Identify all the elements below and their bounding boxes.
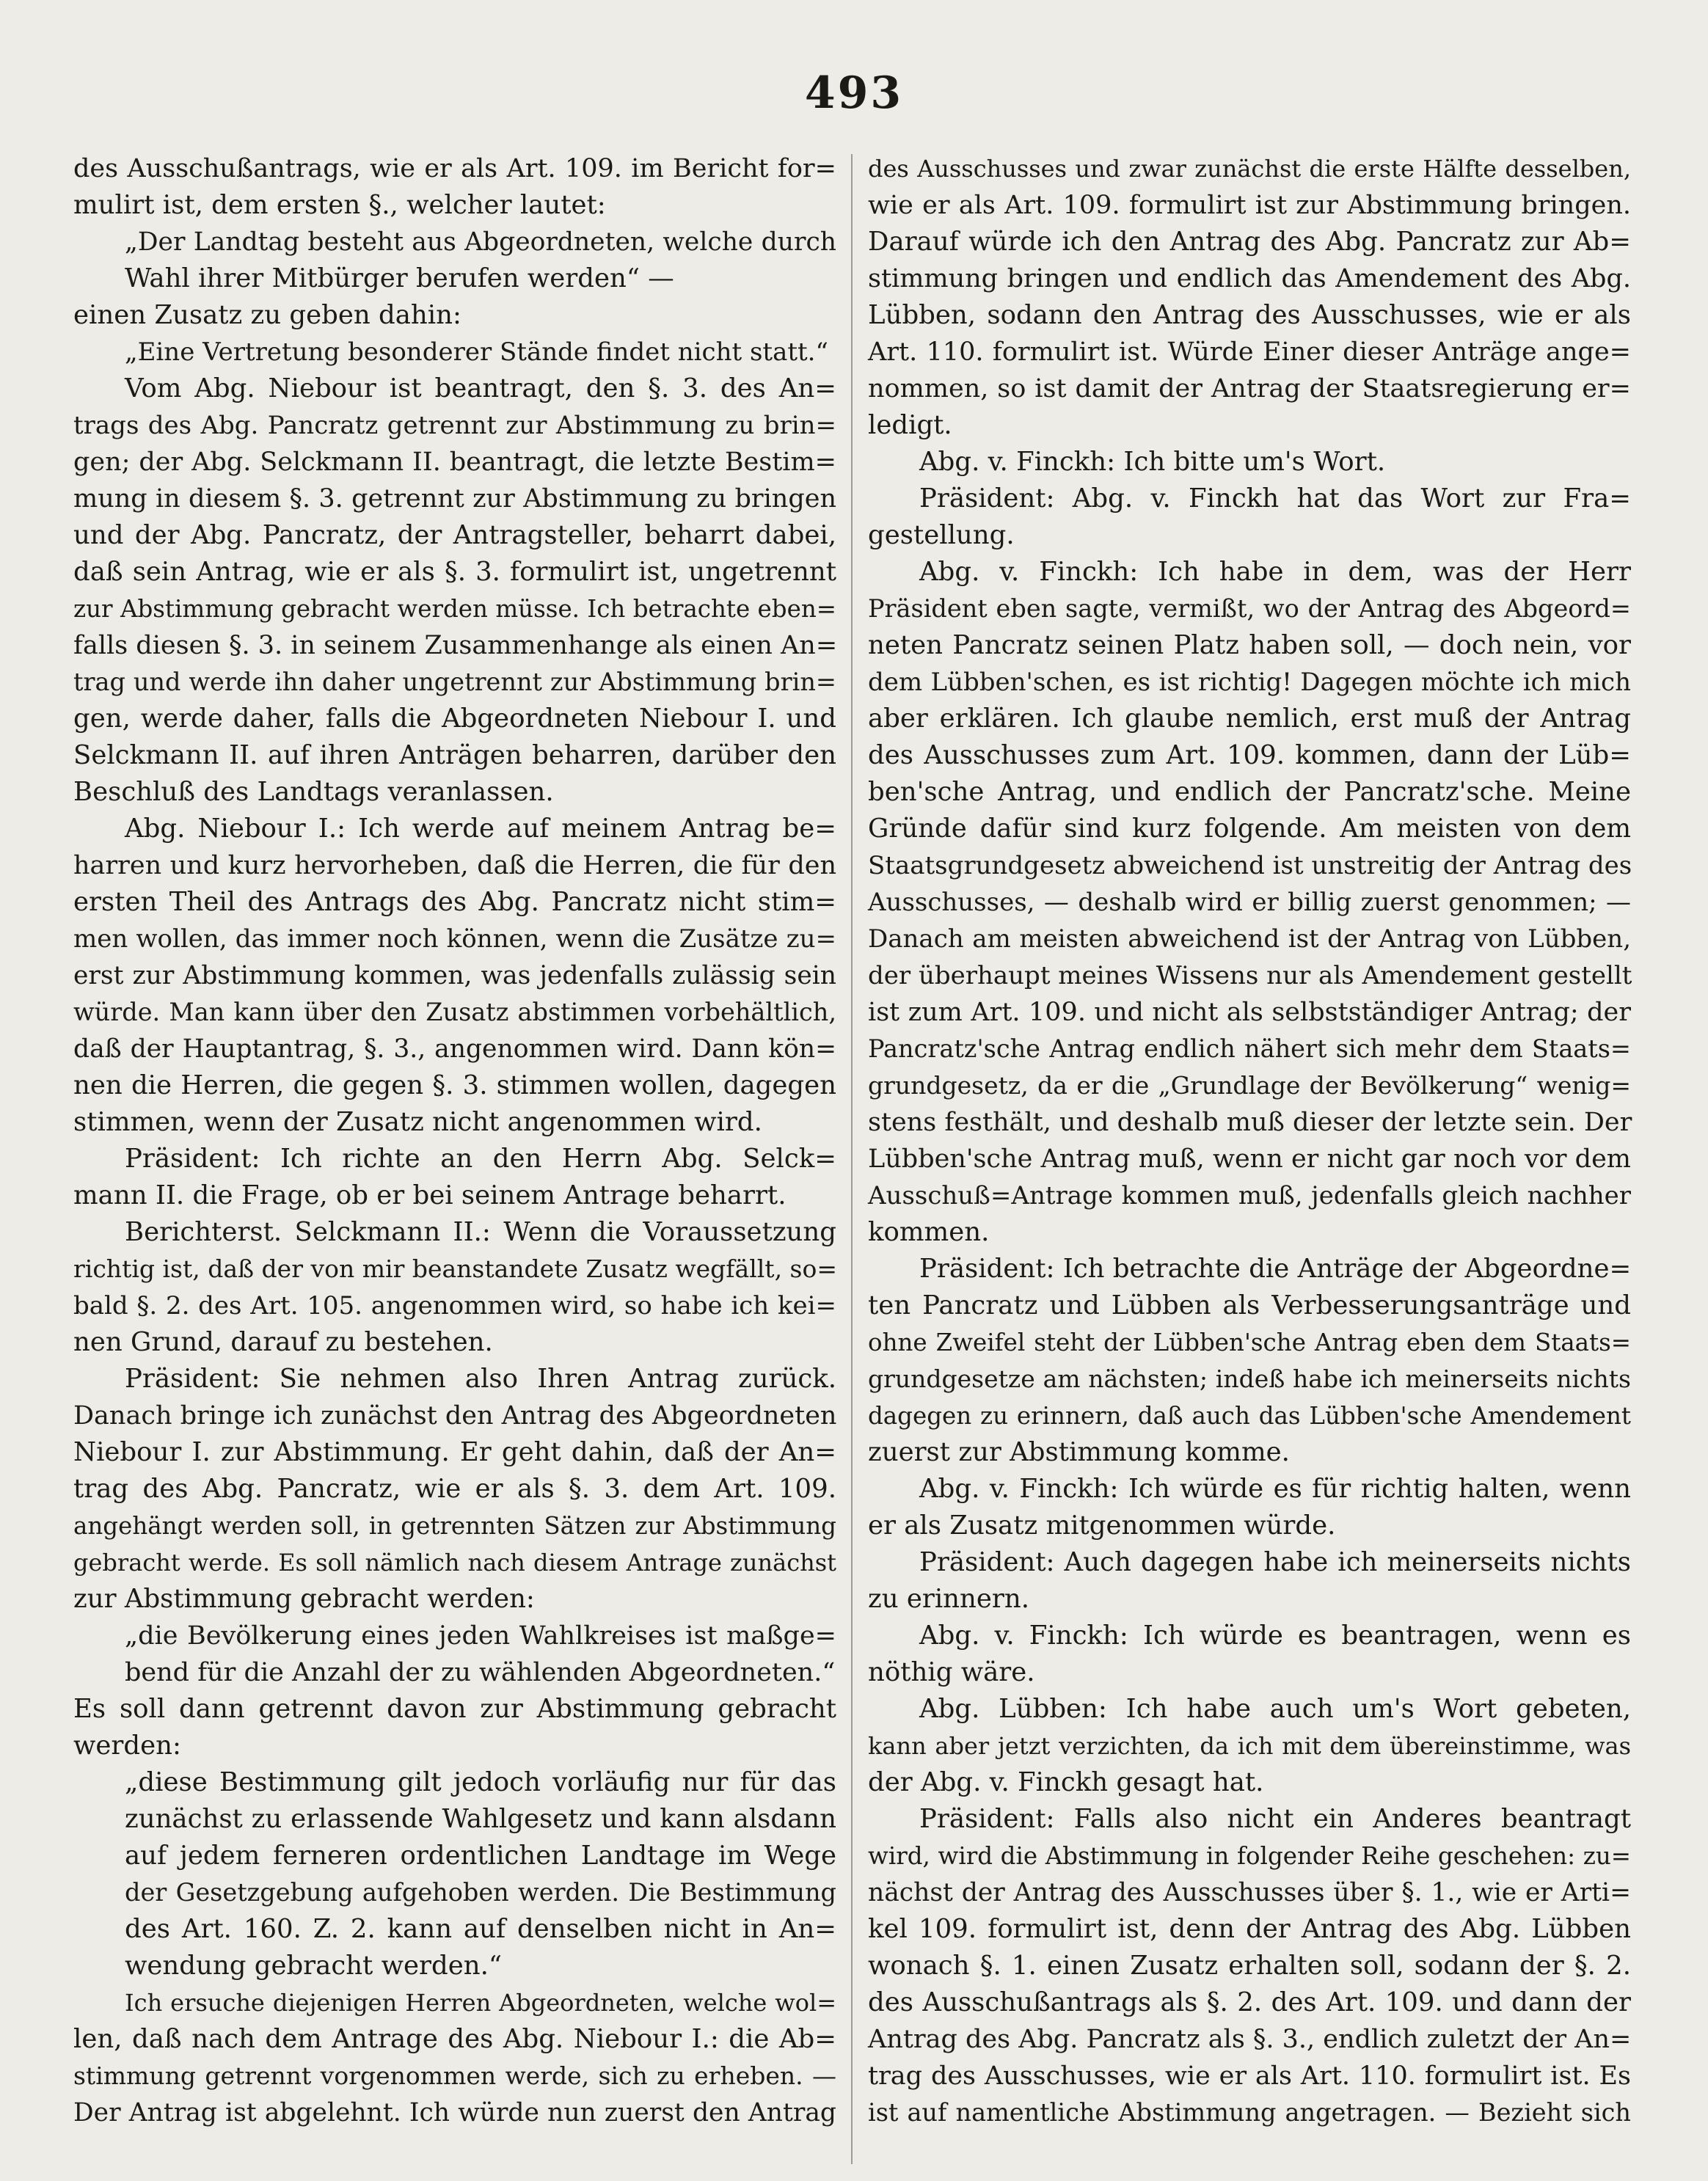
text-line: würde. Man kann über den Zusatz abstimmen vorbehältlich, — [73, 998, 836, 1026]
text-line: des Ausschußantrags, wie er als Art. 109. im Bericht for= — [73, 154, 836, 183]
text-line: trag und werde ihn daher ungetrennt zur Abstimmung brin= — [73, 668, 836, 696]
text-line: nächst der Antrag des Ausschusses über §. 1., wie er Arti= — [868, 1878, 1631, 1907]
text-line: Berichterst. Selckmann II.: Wenn die Voraussetzung — [125, 1217, 836, 1247]
text-line: gebracht werde. Es soll nämlich nach diesem Antrage zunächst — [73, 1549, 836, 1577]
text-line: neten Pancratz seinen Platz haben soll, — doch nein, vor — [868, 630, 1631, 660]
text-line: des Ausschußantrags als §. 2. des Art. 109. und dann der — [868, 1987, 1631, 2017]
text-line: Präsident: Abg. v. Finckh hat das Wort zur Fra= — [919, 483, 1631, 514]
text-line: Es soll dann getrennt davon zur Abstimmung gebracht — [73, 1694, 836, 1724]
text-line: ist zum Art. 109. und nicht als selbstständiger Antrag; der — [868, 998, 1631, 1027]
text-line: Niebour I. zur Abstimmung. Er geht dahin, daß der An= — [73, 1437, 836, 1467]
text-line: zuerst zur Abstimmung komme. — [868, 1437, 1290, 1467]
text-line: ist auf namentliche Abstimmung angetragen. — Bezieht sich — [868, 2098, 1631, 2127]
text-line: daß sein Antrag, wie er als §. 3. formulirt ist, ungetrennt — [73, 557, 836, 587]
text-line: „Eine Vertretung besonderer Stände findet nicht statt.“ — [125, 337, 828, 367]
text-line: mulirt ist, dem ersten §., welcher lautet: — [73, 190, 606, 220]
text-line: Präsident: Auch dagegen habe ich meinerseits nichts — [919, 1547, 1631, 1577]
text-line: gen; der Abg. Selckmann II. beantragt, die letzte Bestim= — [73, 447, 836, 477]
text-line: richtig ist, daß der von mir beanstandete Zusatz wegfällt, so= — [73, 1254, 837, 1283]
text-line: falls diesen §. 3. in seinem Zusammenhange als einen An= — [73, 631, 838, 660]
left-column — [73, 150, 836, 2131]
text-line: des Art. 160. Z. 2. kann auf denselben nicht in An= — [125, 1914, 836, 1944]
text-line: erst zur Abstimmung kommen, was jedenfalls zulässig sein — [73, 961, 836, 990]
text-line: ohne Zweifel steht der Lübben'sche Antrag eben dem Staats= — [868, 1329, 1631, 1356]
text-line: kann aber jetzt verzichten, da ich mit dem übereinstimme, was — [868, 1732, 1631, 1760]
text-line: trag des Ausschusses, wie er als Art. 110. formulirt ist. Es — [868, 2061, 1631, 2091]
text-line: Präsident eben sagte, vermißt, wo der Antrag des Abgeord= — [868, 594, 1631, 623]
text-line: wonach §. 1. einen Zusatz erhalten soll, sodann der §. 2. — [868, 1951, 1631, 1981]
text-line: der Abg. v. Finckh gesagt hat. — [868, 1767, 1264, 1797]
text-line: daß der Hauptantrag, §. 3., angenommen wird. Dann kön= — [73, 1034, 836, 1064]
text-line: des Ausschusses zum Art. 109. kommen, dann der Lüb= — [868, 740, 1631, 770]
text-line: wird, wird die Abstimmung in folgender Reihe geschehen: zu= — [868, 1842, 1631, 1870]
text-line: „die Bevölkerung eines jeden Wahlkreises ist maßge= — [125, 1621, 836, 1651]
text-line: gen, werde daher, falls die Abgeordneten Niebour I. und — [73, 704, 836, 734]
text-line: stens festhält, und deshalb muß dieser der letzte sein. Der — [868, 1108, 1632, 1137]
text-line: auf jedem ferneren ordentlichen Landtage im Wege — [125, 1841, 836, 1871]
text-line: mung in diesem §. 3. getrennt zur Abstimmung zu bringen — [73, 484, 836, 514]
text-line: bald §. 2. des Art. 105. angenommen wird, so habe ich kei= — [73, 1291, 836, 1320]
text-line: stimmung getrennt vorgenommen werde, sich zu erheben. — — [73, 2061, 836, 2090]
text-line: Abg. v. Finckh: Ich bitte um's Wort. — [919, 447, 1386, 477]
text-line: „Der Landtag besteht aus Abgeordneten, welche durch — [125, 227, 836, 257]
text-line: Antrag des Abg. Pancratz als §. 3., endlich zuletzt der An= — [868, 2025, 1632, 2054]
text-line: des Ausschusses und zwar zunächst die erste Hälfte desselben, — [868, 155, 1631, 183]
text-line: dem Lübben'schen, es ist richtig! Dagegen möchte ich mich — [868, 668, 1631, 697]
text-line: ben'sche Antrag, und endlich der Pancratz'sche. Meine — [868, 777, 1631, 807]
text-line: Ausschuß=Antrage kommen muß, jedenfalls gleich nachher — [868, 1181, 1631, 1210]
text-line: Vom Abg. Niebour ist beantragt, den §. 3. des An= — [125, 373, 836, 403]
text-line: zu erinnern. — [868, 1584, 1030, 1614]
text-line: Abg. Niebour I.: Ich werde auf meinem Antrag be= — [125, 814, 836, 844]
text-line: Art. 110. formulirt ist. Würde Einer dieser Anträge ange= — [868, 337, 1631, 367]
text-line: er als Zusatz mitgenommen würde. — [868, 1510, 1336, 1541]
text-line: Pancratz'sche Antrag endlich nähert sich mehr dem Staats= — [868, 1034, 1631, 1063]
text-line: Darauf würde ich den Antrag des Abg. Pancratz zur Ab= — [868, 227, 1631, 257]
text-line: Abg. Lübben: Ich habe auch um's Wort gebeten, — [919, 1694, 1631, 1724]
text-line: Lübben'sche Antrag muß, wenn er nicht gar noch vor dem — [868, 1144, 1631, 1174]
text-line: „diese Bestimmung gilt jedoch vorläufig nur für das — [125, 1767, 836, 1797]
text-line: bend für die Anzahl der zu wählenden Abgeordneten.“ — [125, 1658, 836, 1687]
text-line: nöthig wäre. — [868, 1657, 1035, 1687]
text-line: len, daß nach dem Antrage des Abg. Niebour I.: die Ab= — [73, 2024, 836, 2054]
text-line: Der Antrag ist abgelehnt. Ich würde nun zuerst den Antrag — [73, 2098, 836, 2127]
text-line: ledigt. — [868, 410, 952, 440]
text-line: Ich ersuche diejenigen Herren Abgeordneten, welche wol= — [125, 1989, 836, 2017]
text-line: Danach am meisten abweichend ist der Antrag von Lübben, — [868, 924, 1631, 954]
text-line: zur Abstimmung gebracht werden: — [73, 1584, 535, 1614]
text-line: Präsident: Sie nehmen also Ihren Antrag zurück. — [125, 1364, 836, 1394]
text-line: Abg. v. Finckh: Ich würde es für richtig halten, wenn — [919, 1474, 1631, 1504]
text-line: angehängt werden soll, in getrennten Sätzen zur Abstimmung — [73, 1512, 836, 1540]
text-line: gestellung. — [868, 520, 1015, 550]
text-line: nommen, so ist damit der Antrag der Staatsregierung er= — [868, 374, 1631, 403]
text-line: der Gesetzgebung aufgehoben werden. Die Bestimmung — [125, 1878, 836, 1907]
text-line: Lübben, sodann den Antrag des Ausschusses, wie er als — [868, 300, 1631, 330]
text-line: Danach bringe ich zunächst den Antrag des Abgeordneten — [73, 1401, 837, 1431]
text-line: Präsident: Falls also nicht ein Anderes beantragt — [919, 1804, 1631, 1834]
text-line: ersten Theil des Antrags des Abg. Pancratz nicht stim= — [73, 887, 836, 917]
text-line: harren und kurz hervorheben, daß die Herren, die für den — [73, 851, 836, 880]
column-divider — [851, 154, 853, 2164]
text-line: Abg. v. Finckh: Ich würde es beantragen, wenn es — [919, 1621, 1631, 1651]
page-number: 493 — [804, 67, 904, 119]
text-line: Ausschusses, — deshalb wird er billig zuerst genommen; — — [868, 888, 1631, 917]
text-line: aber erklären. Ich glaube nemlich, erst muß der Antrag — [868, 704, 1631, 734]
text-line: grundgesetze am nächsten; indeß habe ich meinerseits nichts — [868, 1365, 1631, 1393]
text-line: einen Zusatz zu geben dahin: — [73, 300, 461, 330]
text-line: dagegen zu erinnern, daß auch das Lübben'sche Amendement — [868, 1402, 1631, 1430]
text-line: Selckmann II. auf ihren Anträgen beharren, darüber den — [73, 740, 836, 770]
text-line: werden: — [73, 1731, 181, 1761]
text-line: stimmung bringen und endlich das Amendement des Abg. — [868, 264, 1631, 293]
text-line: Beschluß des Landtags veranlassen. — [73, 777, 554, 807]
text-line: nen die Herren, die gegen §. 3. stimmen wollen, dagegen — [73, 1070, 836, 1100]
text-line: wie er als Art. 109. formulirt ist zur Abstimmung bringen. — [868, 191, 1631, 220]
text-line: wendung gebracht werden.“ — [125, 1951, 503, 1981]
text-line: Wahl ihrer Mitbürger berufen werden“ — — [125, 263, 674, 293]
text-line: trag des Abg. Pancratz, wie er als §. 3. dem Art. 109. — [73, 1474, 836, 1504]
text-line: zunächst zu erlassende Wahlgesetz und kann alsdann — [125, 1804, 836, 1834]
text-line: grundgesetz, da er die „Grundlage der Bevölkerung“ wenig= — [868, 1071, 1631, 1100]
text-line: trags des Abg. Pancratz getrennt zur Abstimmung zu brin= — [73, 411, 836, 440]
text-line: der überhaupt meines Wissens nur als Amendement gestellt — [868, 961, 1632, 990]
text-line: stimmen, wenn der Zusatz nicht angenommen wird. — [73, 1107, 762, 1137]
text-line: zur Abstimmung gebracht werden müsse. Ich betrachte eben= — [73, 595, 836, 623]
text-line: kommen. — [868, 1217, 990, 1247]
text-line: und der Abg. Pancratz, der Antragsteller, beharrt dabei, — [73, 520, 836, 550]
text-line: ten Pancratz und Lübben als Verbesserungsanträge und — [868, 1290, 1631, 1320]
text-line: Gründe dafür sind kurz folgende. Am meisten von dem — [868, 814, 1631, 844]
text-line: nen Grund, darauf zu bestehen. — [73, 1327, 493, 1357]
text-line: Präsident: Ich richte an den Herrn Abg. Selck= — [125, 1144, 836, 1174]
text-line: kel 109. formulirt ist, denn der Antrag des Abg. Lübben — [868, 1914, 1631, 1944]
text-line: Abg. v. Finckh: Ich habe in dem, was der Herr — [919, 557, 1631, 587]
text-line: Präsident: Ich betrachte die Anträge der Abgeordne= — [919, 1254, 1632, 1284]
right-column — [868, 150, 1631, 2131]
text-line: mann II. die Frage, ob er bei seinem Antrage beharrt. — [73, 1180, 787, 1210]
text-line: Staatsgrundgesetz abweichend ist unstreitig der Antrag des — [868, 851, 1632, 880]
text-line: men wollen, das immer noch können, wenn die Zusätze zu= — [73, 924, 836, 954]
